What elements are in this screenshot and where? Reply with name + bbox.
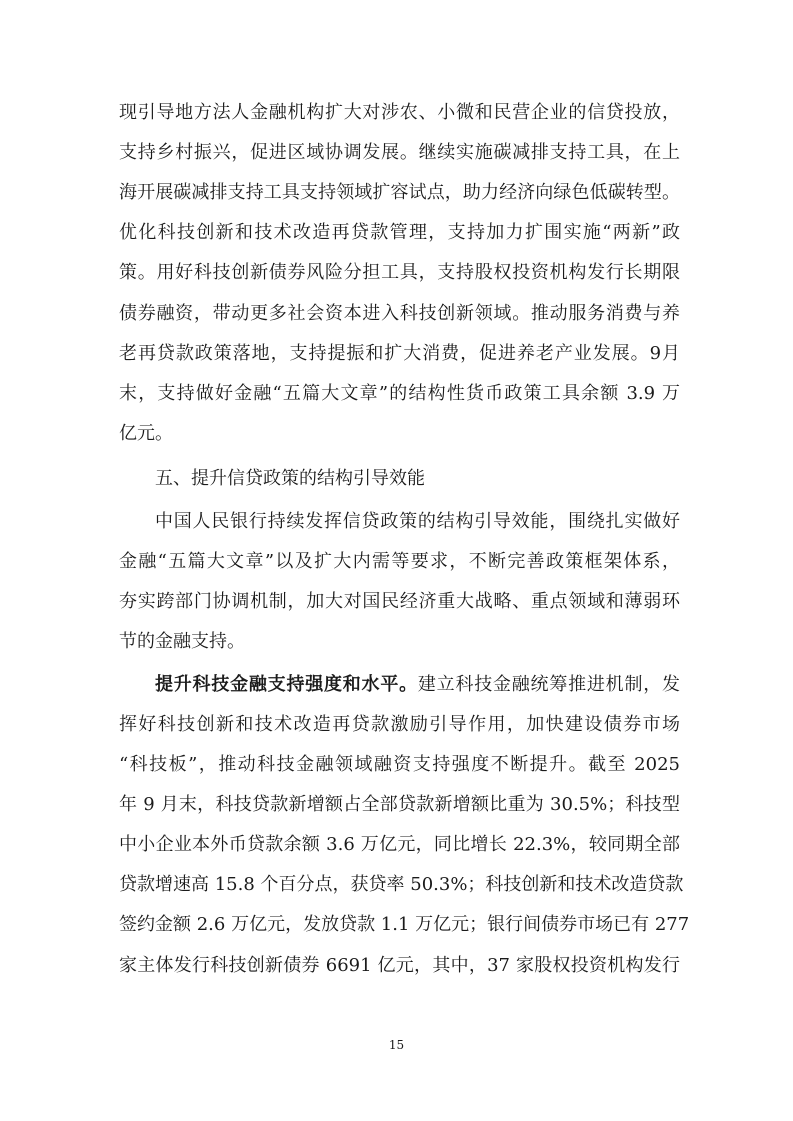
paragraph-lead-bold: 提升科技金融支持强度和水平。 <box>155 674 418 695</box>
text-line: 优化科技创新和技术改造再贷款管理，支持加力扩围实施“两新”政 <box>119 222 680 243</box>
text-line: 中国人民银行持续发挥信贷政策的结构引导效能，围绕扎实做好 <box>155 511 680 532</box>
text-line: 年 9 月末，科技贷款新增额占全部贷款新增额比重为 30.5%；科技型 <box>119 794 680 815</box>
paragraph-lead-rest: 建立科技金融统筹推进机制，发 <box>417 674 681 695</box>
section-heading: 五、提升信贷政策的结构引导效能 <box>155 468 425 489</box>
text-line: 挥好科技创新和技术改造再贷款激励引导作用，加快建设债券市场 <box>119 714 680 735</box>
text-line: 节的金融支持。 <box>119 631 245 652</box>
text-line: 签约金额 2.6 万亿元，发放贷款 1.1 万亿元；银行间债券市场已有 277 <box>119 914 690 935</box>
text-line: 夯实跨部门协调机制，加大对国民经济重大战略、重点领域和薄弱环 <box>119 591 680 612</box>
text-line: 老再贷款政策落地，支持提振和扩大消费，促进养老产业发展。9月 <box>119 343 680 364</box>
text-line: 现引导地方法人金融机构扩大对涉农、小微和民营企业的信贷投放， <box>119 102 680 123</box>
text-line: 末，支持做好金融“五篇大文章”的结构性货币政策工具余额 3.9 万 <box>119 383 680 404</box>
text-line: 海开展碳减排支持工具支持领域扩容试点，助力经济向绿色低碳转型。 <box>119 182 680 203</box>
text-line: 亿元。 <box>119 423 173 444</box>
text-line: 策。用好科技创新债券风险分担工具，支持股权投资机构发行长期限 <box>119 262 680 283</box>
text-line: 金融“五篇大文章”以及扩大内需等要求，不断完善政策框架体系， <box>119 551 680 572</box>
text-line: 支持乡村振兴，促进区域协调发展。继续实施碳减排支持工具，在上 <box>119 142 680 163</box>
text-line: “科技板”，推动科技金融领域融资支持强度不断提升。截至 2025 <box>119 754 680 775</box>
text-line: 债券融资，带动更多社会资本进入科技创新领域。推动服务消费与养 <box>119 303 680 324</box>
page-number: 15 <box>388 1038 405 1052</box>
text-line <box>155 667 680 703</box>
text-line: 家主体发行科技创新债券 6691 亿元，其中，37 家股权投资机构发行 <box>119 955 680 976</box>
text-line: 中小企业本外币贷款余额 3.6 万亿元，同比增长 22.3%，较同期全部 <box>119 834 680 855</box>
text-line: 贷款增速高 15.8 个百分点，获贷率 50.3%；科技创新和技术改造贷款 <box>119 874 684 895</box>
